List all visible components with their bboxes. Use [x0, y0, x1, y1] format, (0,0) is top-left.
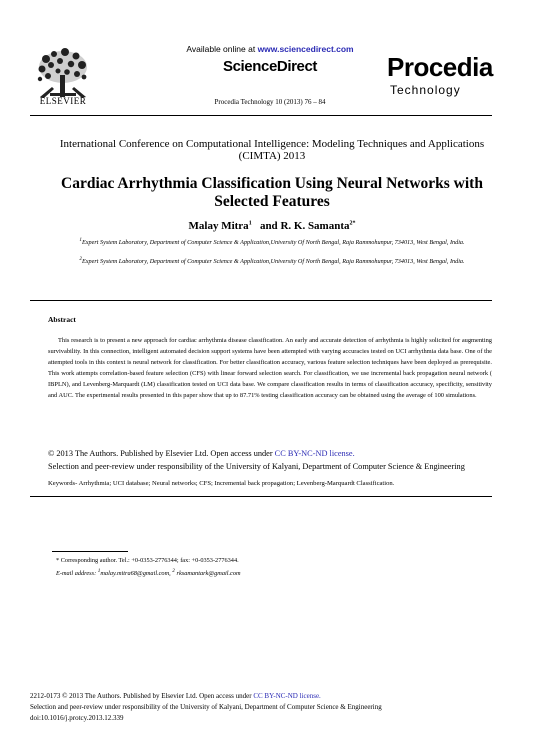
abstract-top-rule	[30, 300, 492, 301]
author-1-sup: 1	[248, 220, 252, 227]
affiliation-2-text: Expert System Laboratory, Department of Computer Science & Application,University Of North Bengal, Raja Rammohunpur, 734013, West Bengal, India.	[82, 258, 465, 266]
footer-license-link[interactable]: CC BY-NC-ND license.	[253, 692, 321, 700]
affiliation-1	[52, 236, 492, 247]
author-2-sup: 2*	[349, 220, 356, 227]
affiliation-2	[52, 255, 492, 266]
journal-reference: Procedia Technology 10 (2013) 76 – 84	[214, 98, 326, 106]
affiliation-2-sup: 2	[79, 256, 82, 262]
email-1[interactable]: malay.mitra68@gmail.com	[100, 570, 170, 578]
elsevier-wordmark: ELSEVIER	[39, 96, 87, 106]
conference-name: International Conference on Computational Intelligence: Modeling Techniques and Applications (CIMTA) 2013	[59, 138, 485, 162]
abstract-text	[48, 336, 492, 401]
procedia-logo-subtitle: Technology	[390, 83, 461, 97]
keywords-label: Keywords-	[48, 480, 78, 487]
copyright-prefix: © 2013 The Authors. Published by Elsevier Ltd. Open access under	[48, 449, 275, 458]
email-label: E-mail address:	[56, 570, 97, 578]
footer-issn-prefix: 2212-0173 © 2013 The Authors. Published by Elsevier Ltd. Open access under	[30, 692, 254, 700]
peer-review-note: Selection and peer-review under responsibility of the University of Kalyani, Department of Computer Science & Engineering	[48, 462, 465, 471]
abstract-heading: Abstract	[48, 315, 76, 324]
procedia-logo: Procedia	[387, 52, 493, 82]
keywords-text: Arrhythmia; UCI database; Neural networks; CFS; Incremental back propagation; Levenberg-Marquardt Classification.	[77, 480, 395, 487]
header-rule	[30, 115, 492, 116]
affiliation-1-sup: 1	[79, 237, 82, 243]
author-2: R. K. Samanta	[280, 220, 350, 232]
author-1: Malay Mitra	[188, 220, 249, 232]
corresponding-author-footnote: * Corresponding author. Tel.: +0-0353-2776344; fax: +0-0353-2776344.	[56, 557, 239, 564]
abstract-body: This research is to present a new approach for cardiac arrhythmia disease classification. An early and accurate detection of arrhythmia is highly solicited for augmenting survivability. In this connection, intelligent automated decision support systems have been attempted with varying accuracies tested on UCI arrhythmia data base. One of the attempted tools in this context is neural network for classification. For better classification accuracy, various feature selection techniques have been deployed as prerequisite. This work attempts correlation-based feature selection (CFS) with linear forward selection search. For classification, we use incremental back propagation neural network ( IBPLN), and Levenberg-Marquardt (LM) classification tested on UCI data base. We compare classification results in terms of classification accuracy, specificity, sensitivity and AUC. The experimental results presented in this paper show that up to 87.71% testing classification accuracy can be obtained using the average of 100 simulations.	[48, 337, 492, 399]
footnote-rule	[52, 551, 128, 552]
keywords-bottom-rule	[30, 496, 492, 497]
paper-title: Cardiac Arrhythmia Classification Using Neural Networks with Selected Features	[61, 175, 483, 210]
sciencedirect-logo: ScienceDirect	[222, 58, 318, 75]
affiliation-1-text: Expert System Laboratory, Department of Computer Science & Application,University Of North Bengal, Raja Rammohunpur, 734013, West Bengal, India.	[82, 239, 465, 247]
footer-peer-review: Selection and peer-review under responsibility of the University of Kalyani, Department of Computer Science & Engineering	[30, 703, 382, 711]
available-prefix: Available online at	[186, 44, 258, 54]
author-and: and	[259, 220, 278, 232]
footer-issn-line	[30, 692, 321, 700]
sciencedirect-link[interactable]: www.sciencedirect.com	[257, 44, 354, 54]
author-line	[40, 220, 504, 232]
license-link[interactable]: CC BY-NC-ND license.	[274, 449, 355, 458]
keywords-line	[48, 480, 394, 487]
email-2[interactable]: rksamantark@gmail.com	[176, 570, 241, 578]
copyright-line	[48, 449, 355, 458]
footer-doi[interactable]: doi:10.1016/j.protcy.2013.12.339	[30, 714, 124, 722]
email-footnote: E-mail address: $^1$malay.mitra68@gmail.com, $^2$ rksamantark@gmail.com	[56, 568, 241, 578]
available-online-line	[150, 44, 390, 54]
